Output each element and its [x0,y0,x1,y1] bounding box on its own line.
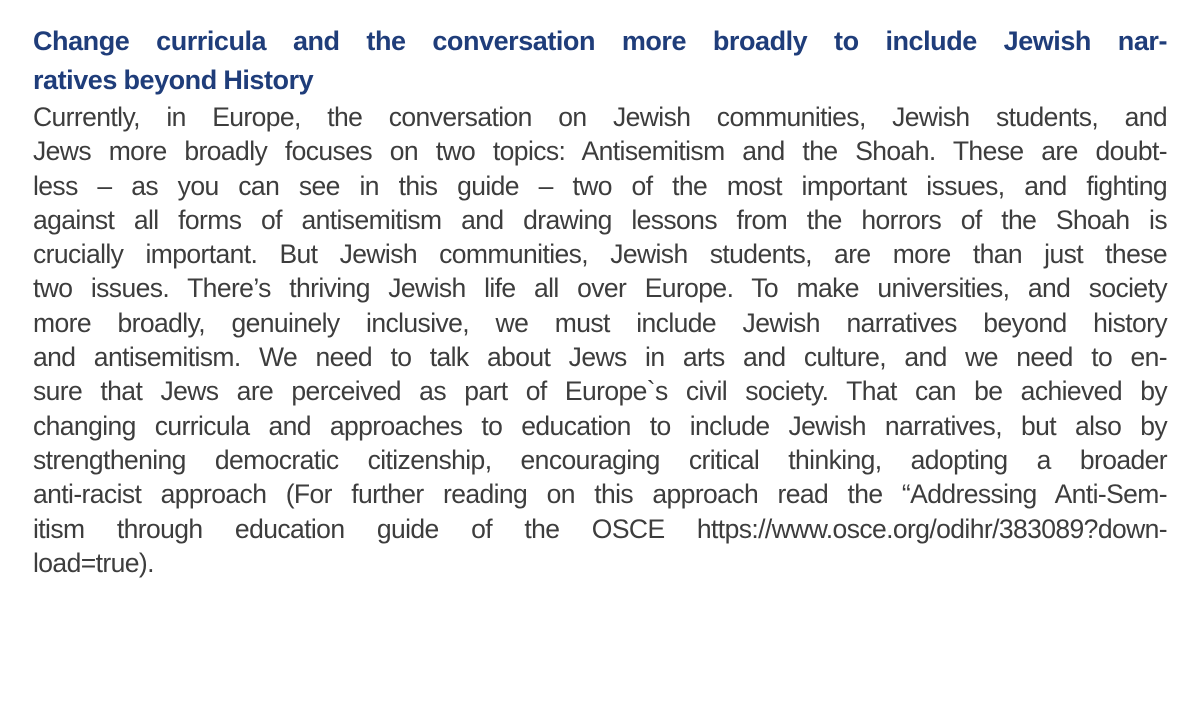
heading-line: ratives beyond History [33,65,314,95]
heading-line: Change curricula and the conversation more broadly to include Jewish nar- [33,26,1167,56]
body-line: less – as you can see in this guide – two of the most important issues, and fighting [33,170,1167,201]
body-line: sure that Jews are perceived as part of Europe`s civil society. That can be achieved by [33,376,1167,407]
section-body-paragraph [33,100,1167,580]
body-line: Jews more broadly focuses on two topics: Antisemitism and the Shoah. These are doubt- [33,136,1167,167]
body-line: and antisemitism. We need to talk about Jews in arts and culture, and we need to en- [33,342,1167,373]
body-line: Currently, in Europe, the conversation on Jewish communities, Jewish students, and [33,102,1167,132]
body-line-with-link[interactable]: itism through education guide of the OSCE https://www.osce.org/odihr/383089?down- [33,513,1167,544]
body-line: anti-racist approach (For further reading on this approach read the “Addressing Anti-Sem- [33,479,1167,510]
section-heading [33,22,1167,100]
body-line: crucially important. But Jewish communities, Jewish students, are more than just these [33,239,1167,270]
document-page [33,22,1167,580]
body-line: two issues. There’s thriving Jewish life all over Europe. To make universities, and society [33,273,1167,304]
body-line: strengthening democratic citizenship, encouraging critical thinking, adopting a broader [33,444,1167,475]
body-line: more broadly, genuinely inclusive, we must include Jewish narratives beyond history [33,307,1167,338]
body-line-with-link[interactable]: load=true). [33,547,154,578]
body-line: against all forms of antisemitism and drawing lessons from the horrors of the Shoah is [33,204,1167,235]
body-line: changing curricula and approaches to education to include Jewish narratives, but also by [33,410,1167,441]
